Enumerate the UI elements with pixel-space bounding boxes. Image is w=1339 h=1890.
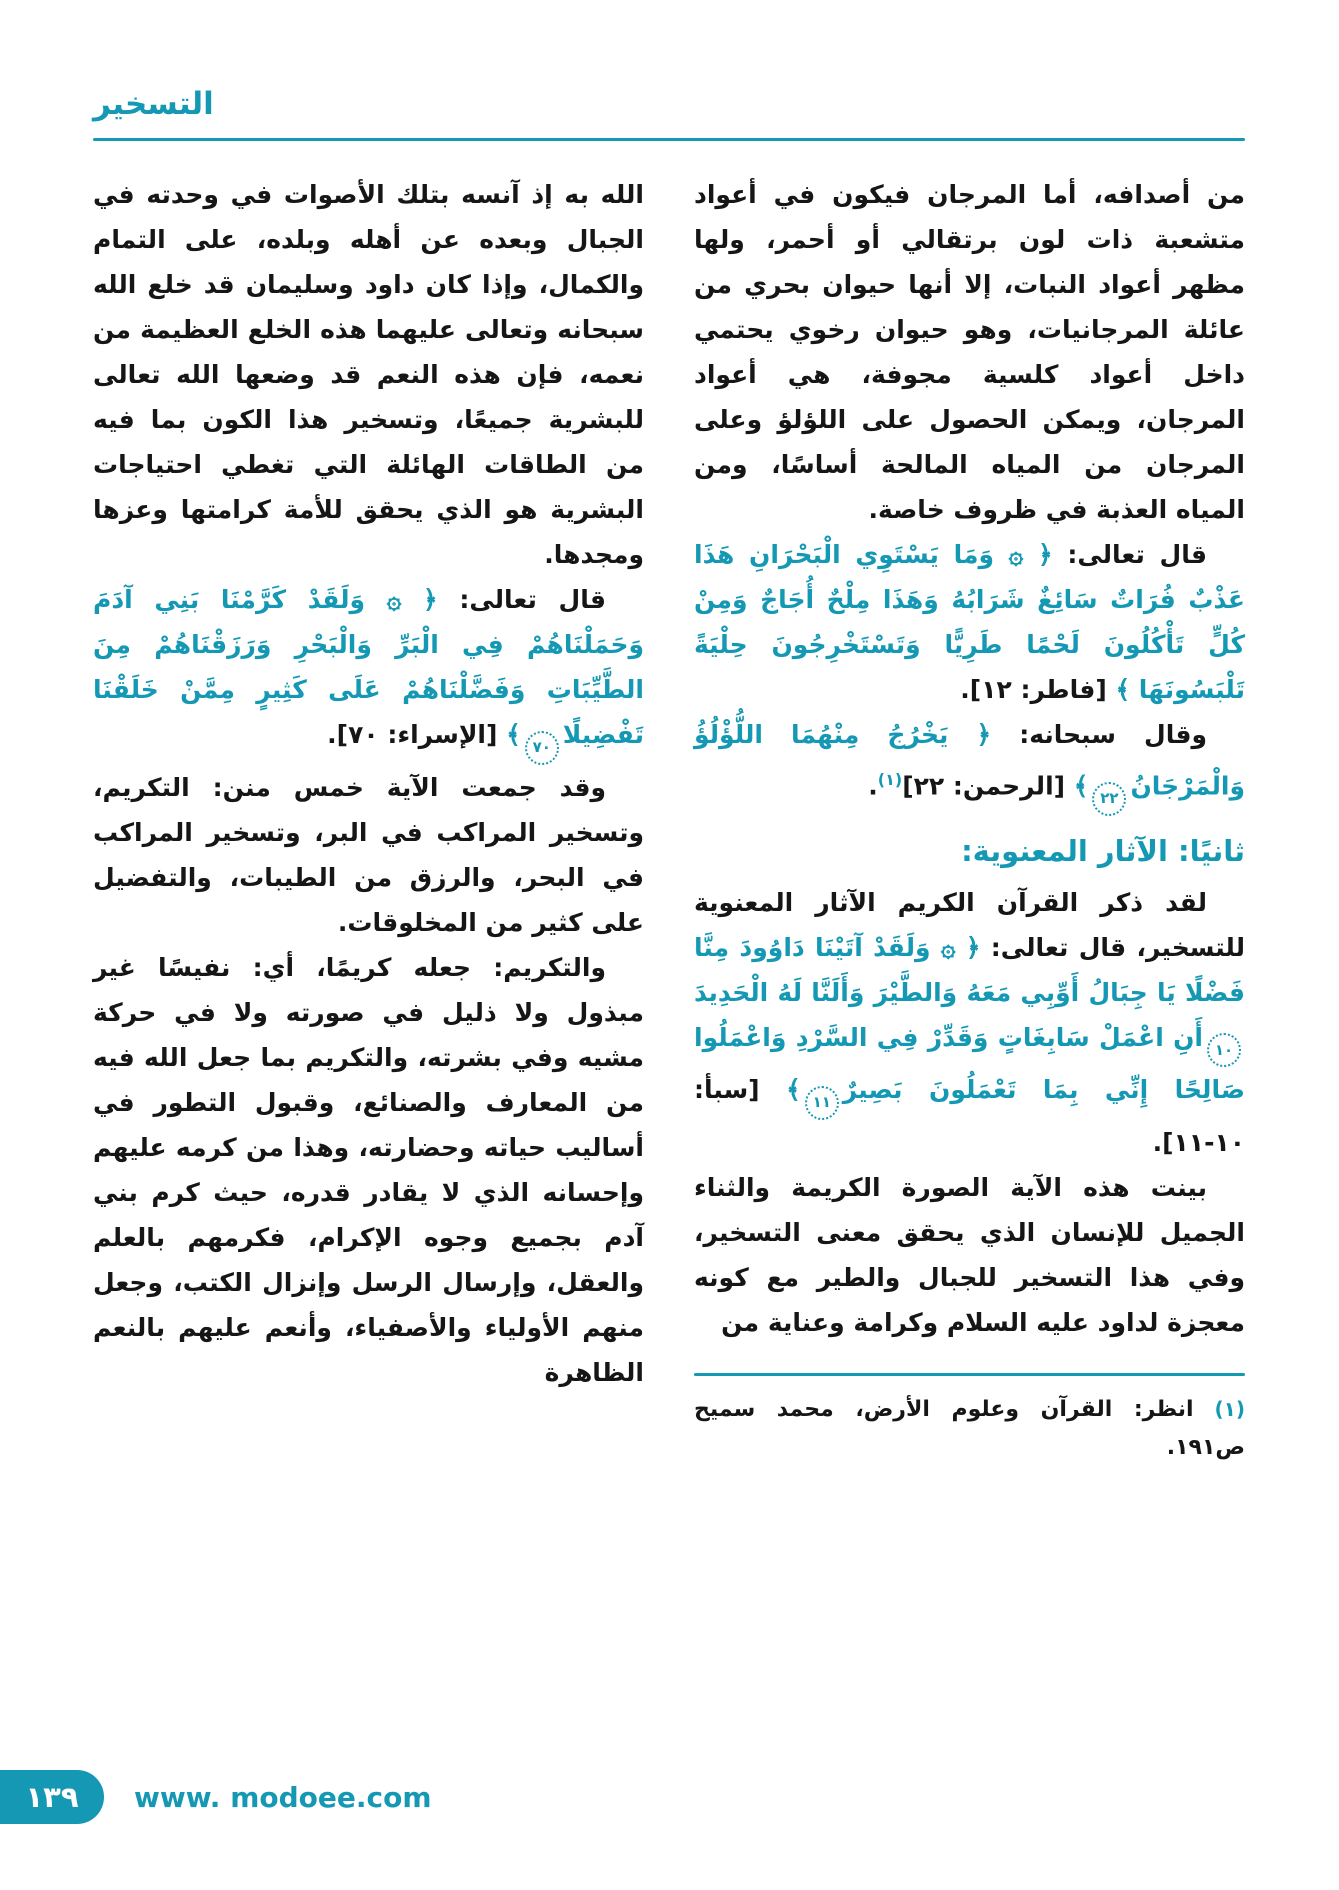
quran-verse: ﴾	[506, 720, 521, 749]
footnote-marker: (١)	[877, 770, 903, 789]
chapter-header-title: التسخير	[93, 86, 214, 122]
verse-reference: [الإسراء: ٧٠].	[327, 720, 507, 749]
section-heading: ثانيًا: الآثار المعنوية:	[961, 833, 1245, 868]
quran-verse: ﴿ ۞ وَلَقَدْ كَرَّمْنَا بَنِي آدَمَ وَحَمَلْنَاهُمْ فِي الْبَرِّ وَالْبَحْرِ وَرَزَقْنَاهُمْ مِنَ الطَّيِّبَاتِ وَفَضَّلْنَاهُمْ عَلَى كَثِيرٍ مِمَّنْ خَلَقْنَا تَفْضِيلًا	[93, 585, 644, 749]
footnote-text	[694, 1390, 1245, 1467]
quran-verse: ﴾	[1073, 771, 1089, 801]
ayah-number-marker: ١٠	[1207, 1033, 1241, 1067]
header-divider	[93, 138, 1245, 141]
paragraph	[694, 880, 1245, 1165]
footnote-block	[694, 1373, 1245, 1467]
paragraph	[694, 172, 1245, 532]
body-text: الله به إذ آنسه بتلك الأصوات في وحدته في الجبال وبعده عن أهله وبلده، على التمام والكمال، وإذا كان داود وسليمان قد خلع الله سبحانه وتعالى عليهما هذه الخلع العظيمة من نعمه، فإن هذه النعم قد وضعها الله تعالى للبشرية جميعًا، وتسخير هذا الكون بما فيه من الطاقات الهائلة التي تغطي احتياجات البشرية هو الذي يحقق للأمة كرامتها وعزها ومجدها.	[93, 180, 644, 569]
footnote-marker: (١)	[1193, 1396, 1245, 1421]
body-text: انظر: القرآن وعلوم الأرض، محمد سميح ص١٩١.	[694, 1396, 1245, 1460]
body-text: قال تعالى:	[1052, 540, 1208, 569]
text-columns	[93, 172, 1245, 1467]
paragraph	[93, 172, 644, 577]
quran-verse: ﴿ يَخْرُجُ مِنْهُمَا اللُّؤْلُؤُ وَالْمَرْجَانُ	[694, 720, 1245, 801]
body-text: وقد جمعت الآية خمس منن: التكريم، وتسخير المراكب في البر، وتسخير المراكب في البحر، والرزق من الطيبات، والتفضيل على كثير من المخلوقات.	[93, 772, 644, 937]
verse-reference: [سبأ: ١٠-١١].	[694, 1075, 1245, 1157]
paragraph	[694, 1165, 1245, 1345]
page-number-badge	[0, 1770, 104, 1824]
quran-verse: ﴿ ۞ وَلَقَدْ آتَيْنَا دَاوُودَ مِنَّا فَضْلًا يَا جِبَالُ أَوِّبِي مَعَهُ وَالطَّيْرَ وَأَلَنَّا لَهُ الْحَدِيدَ	[694, 932, 1245, 1007]
verse-reference: [الرحمن: ٢٢]	[902, 771, 1074, 801]
quran-verse: ﴾	[786, 1075, 801, 1105]
body-text: .	[868, 771, 878, 801]
body-text: وقال سبحانه:	[991, 720, 1208, 749]
quran-verse: ﴿ ۞ وَمَا يَسْتَوِي الْبَحْرَانِ هَذَا عَذْبٌ فُرَاتٌ سَائِغٌ شَرَابُهُ وَهَذَا مِلْحٌ أُجَاجٌ وَمِنْ كُلٍّ تَأْكُلُونَ لَحْمًا طَرِيًّا وَتَسْتَخْرِجُونَ حِلْيَةً تَلْبَسُونَهَا ﴾	[694, 540, 1245, 704]
page-number: ١٣٩	[25, 1780, 79, 1814]
paragraph	[93, 765, 644, 945]
ayah-number-marker: ٢٢	[1092, 782, 1126, 816]
website-url[interactable]: www. modoee.com	[134, 1781, 432, 1814]
body-text: والتكريم: جعله كريمًا، أي: نفيسًا غير مبذول ولا ذليل في صورته ولا في حركة مشيه وفي بشرته، والتكريم بما جعل الله فيه من المعارف والصنائع، وقبول التطور في أساليب حياته وحضارته، وهذا من كرمه عليهم وإحسانه الذي لا يقادر قدره، حيث كرم بني آدم بجميع وجوه الإكرام، فكرمهم بالعلم والعقل، وإرسال الرسل وإنزال الكتب، وجعل منهم الأولياء والأصفياء، وأنعم عليهم بالنعم الظاهرة	[93, 952, 644, 1387]
footnote-divider	[694, 1373, 1245, 1376]
body-text: بينت هذه الآية الصورة الكريمة والثناء الجميل للإنسان الذي يحقق معنى التسخير، وفي هذا التسخير للجبال والطير مع كونه معجزة لداود عليه السلام وكرامة وعناية من	[694, 1172, 1245, 1337]
body-text: قال تعالى:	[437, 585, 606, 614]
left-column	[93, 172, 644, 1395]
quran-verse: أَنِ اعْمَلْ سَابِغَاتٍ وَقَدِّرْ فِي السَّرْدِ وَاعْمَلُوا صَالِحًا إِنِّي بِمَا تَعْمَلُونَ بَصِيرٌ	[694, 1022, 1245, 1105]
paragraph	[93, 945, 644, 1395]
ayah-number-marker: ٧٠	[525, 731, 559, 765]
paragraph	[694, 532, 1245, 712]
body-text: لقد ذكر القرآن الكريم الآثار المعنوية للتسخير، قال تعالى:	[694, 887, 1245, 962]
right-column	[694, 172, 1245, 1467]
paragraph	[694, 712, 1245, 816]
ayah-number-marker: ١١	[805, 1086, 839, 1120]
verse-reference: [فاطر: ١٢].	[960, 675, 1116, 704]
body-text: من أصدافه، أما المرجان فيكون في أعواد متشعبة ذات لون برتقالي أو أحمر، ولها مظهر أعواد النبات، إلا أنها حيوان بحري من عائلة المرجانيات، وهو حيوان رخوي يحتمي داخل أعواد كلسية مجوفة، هي أعواد المرجان، ويمكن الحصول على اللؤلؤ وعلى المرجان من المياه المالحة أساسًا، ومن المياه العذبة في ظروف خاصة.	[694, 180, 1245, 524]
paragraph	[93, 577, 644, 765]
